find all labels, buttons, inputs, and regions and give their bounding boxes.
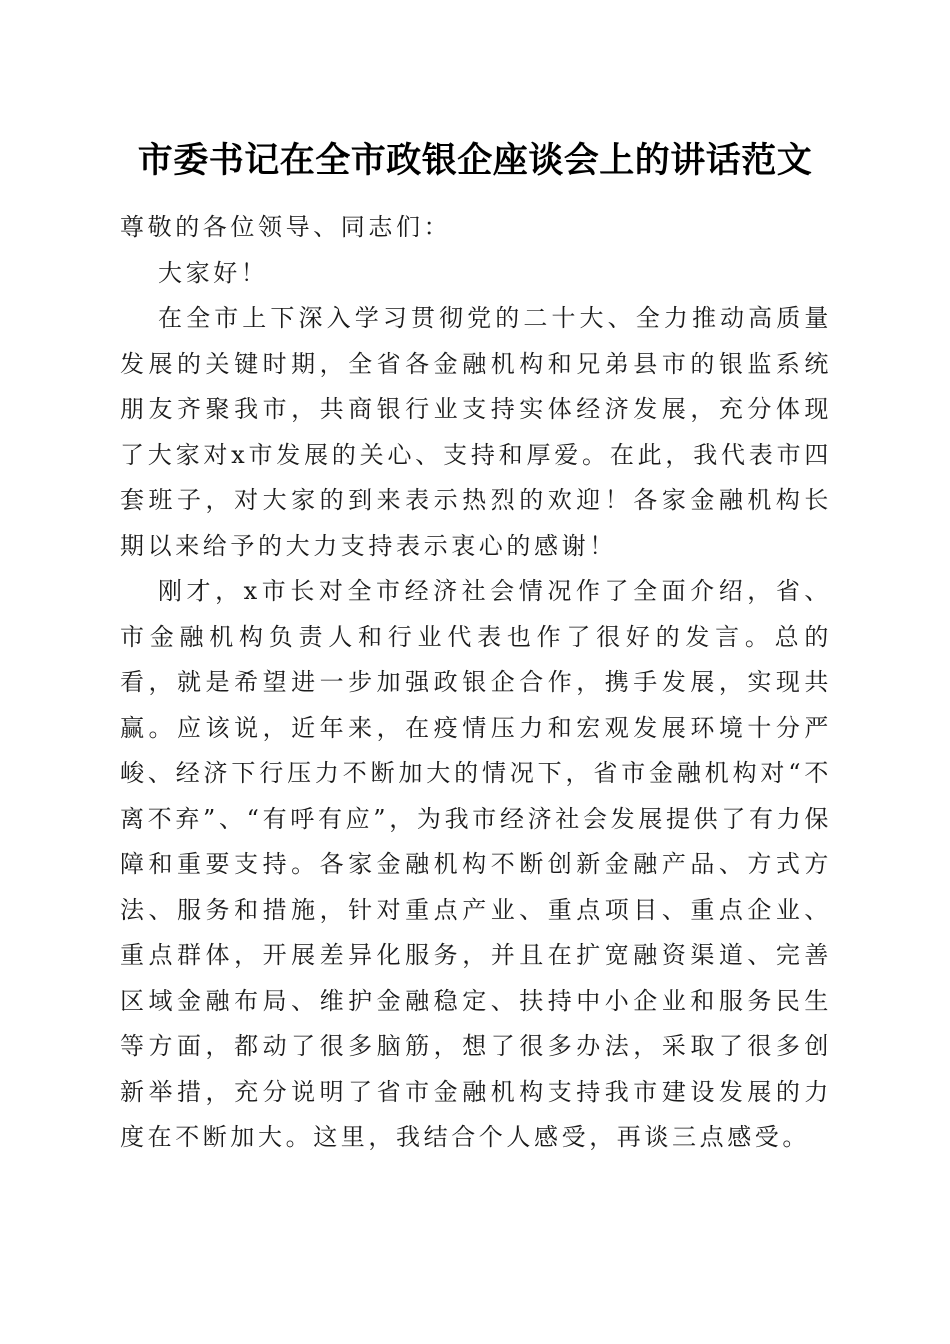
paragraph: 刚才，x市长对全市经济社会情况作了全面介绍，省、市金融机构负责人和行业代表也作了很好的发言。总的看，就是希望进一步加强政银企合作，携手发展，实现共赢。应该说，近年来，在疫情压力和宏观发展环境十分严峻、经济下行压力不断加大的情况下，省市金融机构对“不离不弃”、“有呼有应”，为我市经济社会发展提供了有力保障和重要支持。各家金融机构不断创新金融产品、方式方法、服务和措施，针对重点产业、重点项目、重点企业、重点群体，开展差异化服务，并且在扩宽融资渠道、完善区域金融布局、维护金融稳定、扶持中小企业和服务民生等方面，都动了很多脑筋，想了很多办法，采取了很多创新举措，充分说明了省市金融机构支持我市建设发展的力度在不断加大。这里，我结合个人感受，再谈三点感受。 [120, 577, 832, 1151]
salutation: 尊敬的各位领导、同志们： [120, 213, 452, 241]
greeting: 大家好！ [158, 258, 269, 287]
paragraph: 在全市上下深入学习贯彻党的二十大、全力推动高质量发展的关键时期，全省各金融机构和兄弟县市的银监系统朋友齐聚我市，共商银行业支持实体经济发展，充分体现了大家对x市发展的关心、支持和厚爱。在此，我代表市四套班子，对大家的到来表示热烈的欢迎！各家金融机构长期以来给予的大力支持表示衷心的感谢！ [120, 304, 832, 560]
document-body [120, 205, 832, 1161]
document-title: 市委书记在全市政银企座谈会上的讲话范文 [137, 140, 813, 181]
